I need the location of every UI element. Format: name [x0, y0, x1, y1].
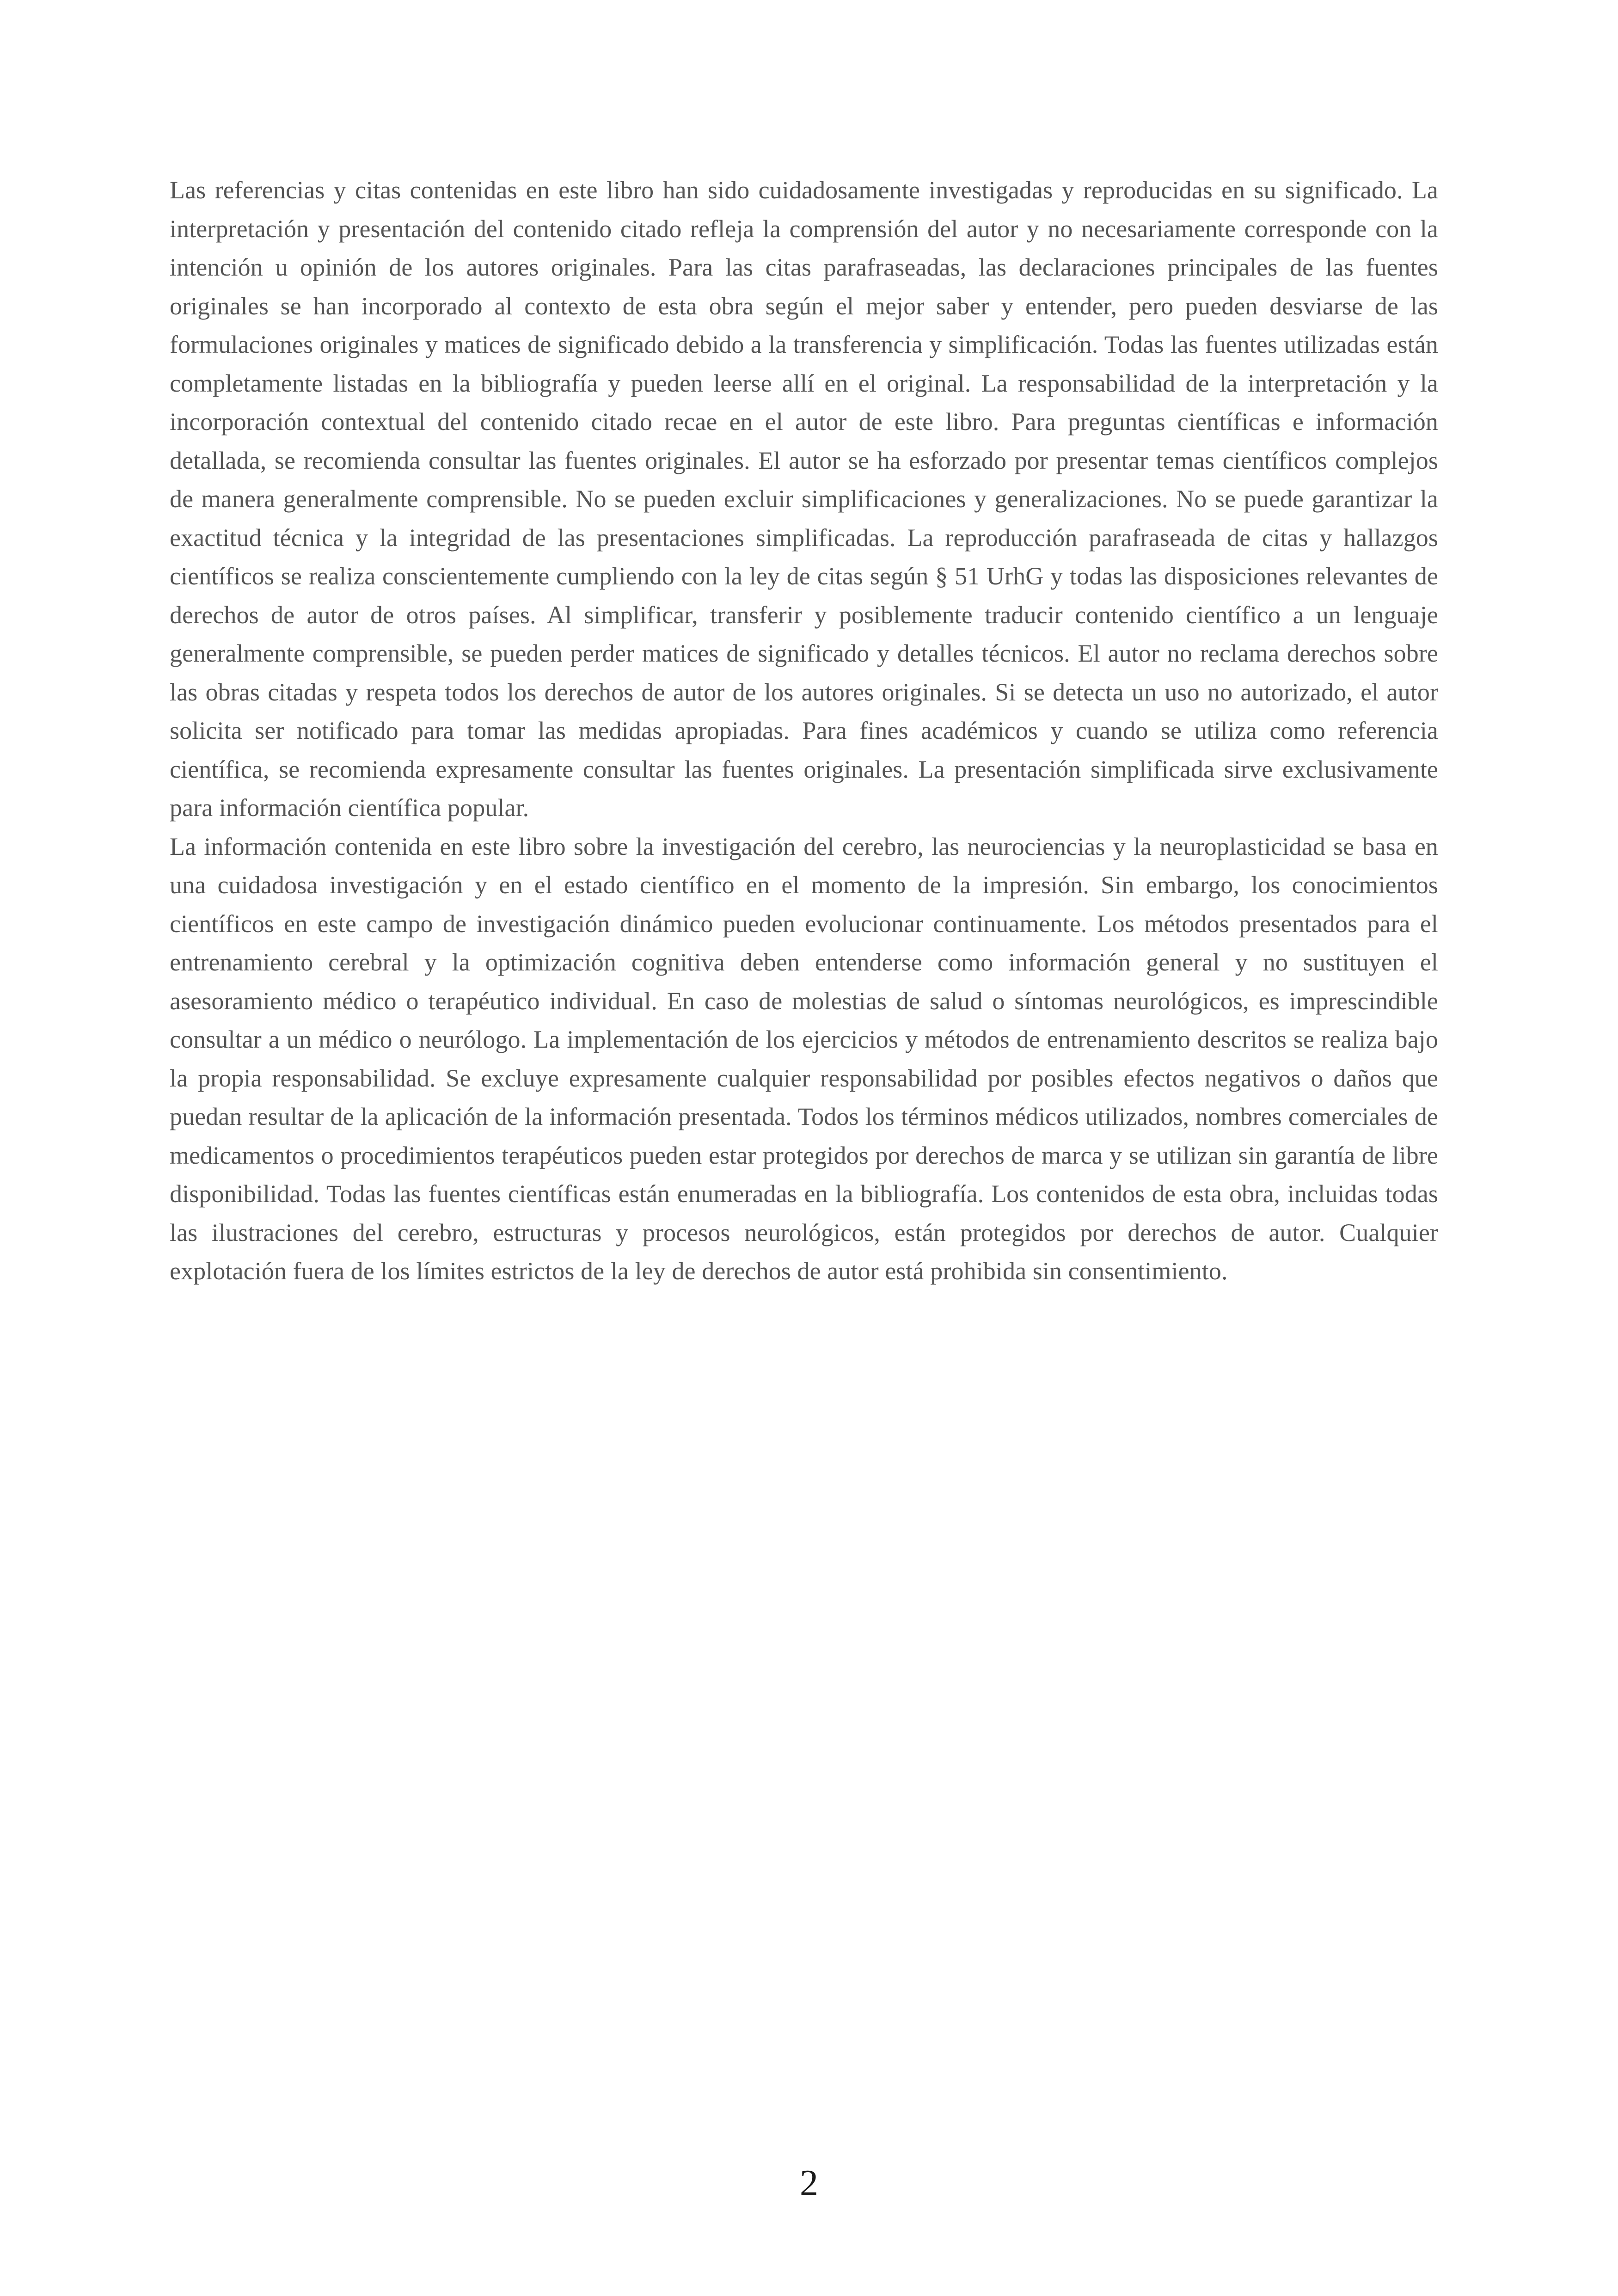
body-text — [170, 171, 1438, 1291]
paragraph-references-disclaimer: Las referencias y citas contenidas en este libro han sido cuidadosamente investigadas y reproducidas en su significado. La interpretación y presentación del contenido citado refleja la comprensión del autor y no necesariamente corresponde con la intención u opinión de los autores originales. Para las citas parafraseadas, las declaraciones principales de las fuentes originales se han incorporado al contexto de esta obra según el mejor saber y entender, pero pueden desviarse de las formulaciones originales y matices de significado debido a la transferencia y simplificación. Todas las fuentes utilizadas están completamente listadas en la bibliografía y pueden leerse allí en el original. La responsabilidad de la interpretación y la incorporación contextual del contenido citado recae en el autor de este libro. Para preguntas científicas e información detallada, se recomienda consultar las fuentes originales. El autor se ha esforzado por presentar temas científicos complejos de manera generalmente comprensible. No se pueden excluir simplificaciones y generalizaciones. No se puede garantizar la exactitud técnica y la integridad de las presentaciones simplificadas. La reproducción parafraseada de citas y hallazgos científicos se realiza conscientemente cumpliendo con la ley de citas según § 51 UrhG y todas las disposiciones relevantes de derechos de autor de otros países. Al simplificar, transferir y posiblemente traducir contenido científico a un lenguaje generalmente comprensible, se pueden perder matices de significado y detalles técnicos. El autor no reclama derechos sobre las obras citadas y respeta todos los derechos de autor de los autores originales. Si se detecta un uso no autorizado, el autor solicita ser notificado para tomar las medidas apropiadas. Para fines académicos y cuando se utiliza como referencia científica, se recomienda expresamente consultar las fuentes originales. La presentación simplificada sirve exclusivamente para información científica popular. — [170, 176, 1438, 822]
paragraph-medical-disclaimer: La información contenida en este libro sobre la investigación del cerebro, las neurociencias y la neuroplasticidad se basa en una cuidadosa investigación y en el estado científico en el momento de la impresión. Sin embargo, los conocimientos científicos en este campo de investigación dinámico pueden evolucionar continuamente. Los métodos presentados para el entrenamiento cerebral y la optimización cognitiva deben entenderse como información general y no sustituyen el asesoramiento médico o terapéutico individual. En caso de molestias de salud o síntomas neurológicos, es imprescindible consultar a un médico o neurólogo. La implementación de los ejercicios y métodos de entrenamiento descritos se realiza bajo la propia responsabilidad. Se excluye expresamente cualquier responsabilidad por posibles efectos negativos o daños que puedan resultar de la aplicación de la información presentada. Todos los términos médicos utilizados, nombres comerciales de medicamentos o procedimientos terapéuticos pueden estar protegidos por derechos de marca y se utilizan sin garantía de libre disponibilidad. Todas las fuentes científicas están enumeradas en la bibliografía. Los contenidos de esta obra, incluidas todas las ilustraciones del cerebro, estructuras y procesos neurológicos, están protegidos por derechos de autor. Cualquier explotación fuera de los límites estrictos de la ley de derechos de autor está prohibida sin consentimiento. — [170, 832, 1438, 1285]
page-number: 2 — [800, 2163, 818, 2204]
